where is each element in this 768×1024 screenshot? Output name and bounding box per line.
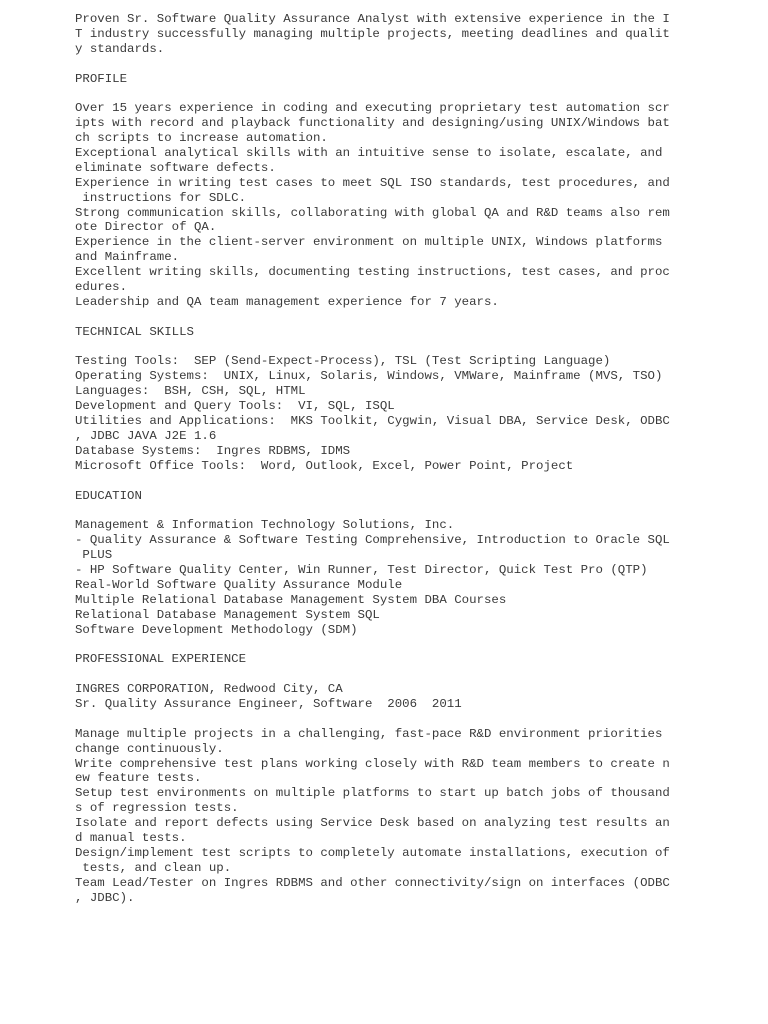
profile-line: instructions for SDLC. — [75, 190, 247, 205]
intro-line: y standards. — [75, 41, 165, 56]
duty-line: Manage multiple projects in a challenging, fast-pace R&D environment priorities — [75, 726, 663, 741]
technical-skills-section — [75, 354, 735, 473]
duty-line: d manual tests. — [75, 830, 187, 845]
education-line: Multiple Relational Database Management System DBA Courses — [75, 592, 507, 607]
profile-line: Experience in the client-server environment on multiple UNIX, Windows platforms — [75, 235, 663, 250]
profile-line: ch scripts to increase automation. — [75, 131, 328, 146]
education-line: - Quality Assurance & Software Testing Comprehensive, Introduction to Oracle SQL — [75, 533, 670, 548]
education-line: Real-World Software Quality Assurance Module — [75, 577, 403, 592]
duty-line: change continuously. — [75, 741, 224, 756]
skills-line: Database Systems: Ingres RDBMS, IDMS — [75, 443, 351, 458]
skills-line: Testing Tools: SEP (Send-Expect-Process), TSL (Test Scripting Language) — [75, 354, 611, 369]
profile-line: edures. — [75, 280, 128, 295]
employer-name: INGRES CORPORATION, Redwood City, CA — [75, 682, 343, 697]
profile-line: ote Director of QA. — [75, 220, 217, 235]
duty-line: s of regression tests. — [75, 801, 239, 816]
skills-line: , JDBC JAVA J2E 1.6 — [75, 428, 217, 443]
intro-summary — [75, 12, 735, 57]
profile-line: Excellent writing skills, documenting testing instructions, test cases, and proc — [75, 265, 670, 280]
education-line: Software Development Methodology (SDM) — [75, 622, 358, 637]
employer-block — [75, 682, 735, 712]
duty-line: Setup test environments on multiple platforms to start up batch jobs of thousand — [75, 786, 670, 801]
profile-line: Over 15 years experience in coding and executing proprietary test automation scr — [75, 101, 670, 116]
duty-line: Isolate and report defects using Service Desk based on analyzing test results an — [75, 816, 670, 831]
resume-page — [75, 12, 735, 905]
job-title: Sr. Quality Assurance Engineer, Software 2006 2011 — [75, 696, 462, 711]
skills-line: Development and Query Tools: VI, SQL, ISQL — [75, 399, 395, 414]
education-line: - HP Software Quality Center, Win Runner, Test Director, Quick Test Pro (QTP) — [75, 562, 648, 577]
profile-line: eliminate software defects. — [75, 160, 276, 175]
technical-skills-heading: TECHNICAL SKILLS — [75, 324, 194, 339]
duty-line: Team Lead/Tester on Ingres RDBMS and other connectivity/sign on interfaces (ODBC — [75, 875, 670, 890]
education-section — [75, 518, 735, 637]
skills-line: Microsoft Office Tools: Word, Outlook, Excel, Power Point, Project — [75, 458, 574, 473]
skills-line: Utilities and Applications: MKS Toolkit, Cygwin, Visual DBA, Service Desk, ODBC — [75, 414, 670, 429]
education-line: Relational Database Management System SQL — [75, 607, 380, 622]
profile-section — [75, 101, 735, 309]
experience-heading: PROFESSIONAL EXPERIENCE — [75, 652, 247, 667]
duty-line: ew feature tests. — [75, 771, 202, 786]
duty-line: Write comprehensive test plans working closely with R&D team members to create n — [75, 756, 670, 771]
education-heading: EDUCATION — [75, 488, 142, 503]
profile-line: ipts with record and playback functionality and designing/using UNIX/Windows bat — [75, 116, 670, 131]
duty-line: Design/implement test scripts to completely automate installations, execution of — [75, 845, 670, 860]
skills-line: Languages: BSH, CSH, SQL, HTML — [75, 384, 306, 399]
profile-line: Experience in writing test cases to meet SQL ISO standards, test procedures, and — [75, 175, 670, 190]
education-line: PLUS — [75, 548, 113, 563]
intro-line: T industry successfully managing multiple projects, meeting deadlines and qualit — [75, 26, 670, 41]
skills-line: Operating Systems: UNIX, Linux, Solaris, Windows, VMWare, Mainframe (MVS, TSO) — [75, 369, 663, 384]
experience-duties — [75, 727, 735, 906]
duty-line: , JDBC). — [75, 890, 135, 905]
profile-heading: PROFILE — [75, 71, 128, 86]
duty-line: tests, and clean up. — [75, 860, 232, 875]
profile-line: Strong communication skills, collaborating with global QA and R&D teams also rem — [75, 205, 670, 220]
education-line: Management & Information Technology Solutions, Inc. — [75, 518, 455, 533]
intro-line: Proven Sr. Software Quality Assurance Analyst with extensive experience in the I — [75, 12, 670, 26]
profile-line: Leadership and QA team management experience for 7 years. — [75, 294, 499, 309]
profile-line: Exceptional analytical skills with an intuitive sense to isolate, escalate, and — [75, 146, 663, 161]
profile-line: and Mainframe. — [75, 250, 180, 265]
